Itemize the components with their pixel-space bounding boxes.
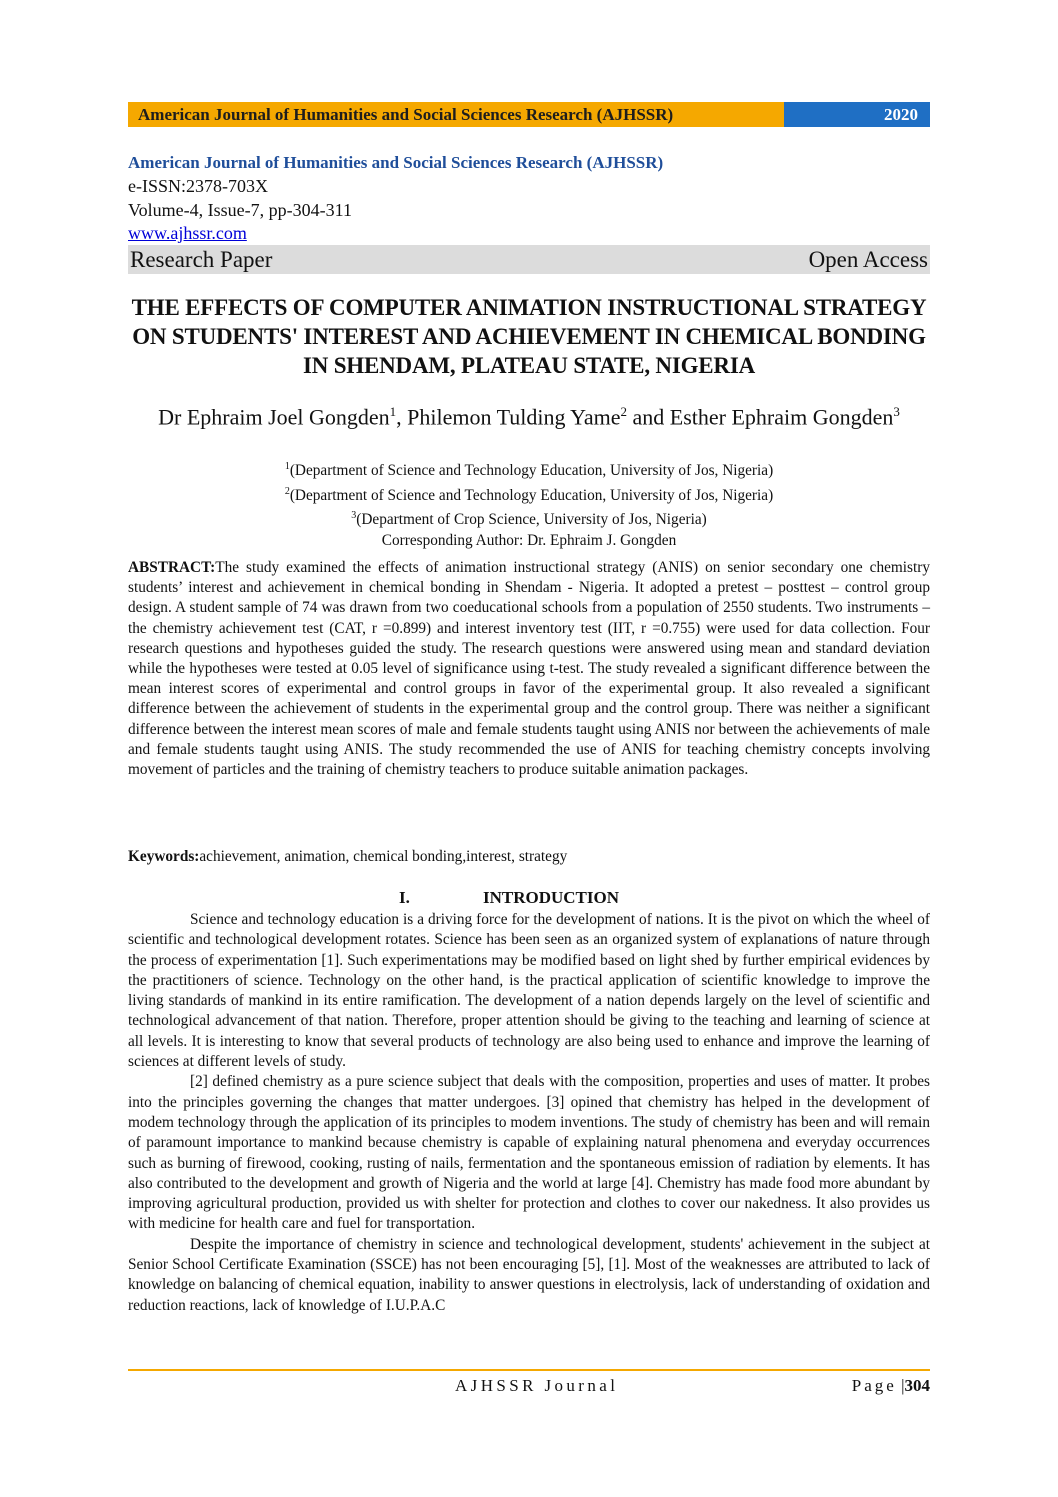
corresponding-author: Corresponding Author: Dr. Ephraim J. Gongden	[381, 531, 677, 549]
paragraph: Science and technology education is a driving force for the development of nations. It is the pivot on which the wheel of scientific and technological development rotates. Science has been seen as an organized system of explanations of nature through the process of experimentation [1]. Such experimentations may be modified based on light shed by further empirical evidences by the practitioners of science. Technology on the other hand, is the practical application of scientific knowledge to improve the living standards of mankind in its entire ramification. The development of a nation depends largely on the level of scientific and technological advancement of that nation. Therefore, proper attention should be giving to the teaching and learning of science at all levels. It is interesting to know that several products of technology are also being used to enhance and improve the learning of sciences at different levels of study.	[128, 911, 930, 1071]
affiliation-superscript: 1	[284, 461, 290, 472]
abstract	[128, 558, 930, 780]
footer-journal: AJHSSR Journal	[455, 1376, 619, 1395]
footer-rule	[128, 1369, 930, 1371]
author-name: Dr Ephraim Joel Gongden	[158, 404, 390, 430]
keywords-text: achievement, animation, chemical bonding,interest, strategy	[199, 848, 568, 865]
access-type: Open Access	[808, 246, 928, 272]
author-superscript: 2	[620, 404, 628, 419]
affiliation-superscript: 3	[351, 510, 357, 522]
affiliation-line	[128, 457, 930, 482]
masthead-journal-name: American Journal of Humanities and Social Sciences Research (AJHSSR)	[128, 153, 664, 172]
paragraph: Despite the importance of chemistry in science and technological development, students' achievement in the subject at Senior School Certificate Examination (SSCE) has not been encouraging [5], [1]. Most of the weaknesses are attributed to lack of knowledge on balancing of chemical equation, inability to answer questions in electrolysis, lack of understanding of oxidation and reduction reactions, lack of knowledge of I.U.P.A.C	[128, 1235, 930, 1314]
header-year: 2020	[784, 102, 930, 127]
issn-label: e-ISSN:	[128, 176, 186, 196]
affiliation-text: (Department of Science and Technology Education, University of Jos, Nigeria)	[289, 486, 774, 504]
author-separator: and	[627, 404, 670, 430]
section-title: INTRODUCTION	[483, 888, 620, 907]
paper-title: THE EFFECTS OF COMPUTER ANIMATION INSTRUCTIONAL STRATEGY ON STUDENTS' INTEREST AND ACHIEVEMENT IN CHEMICAL BONDING IN SHENDAM, PLATEAU STATE, NIGERIA	[131, 295, 927, 378]
masthead	[128, 152, 930, 274]
paper-type-bar	[128, 245, 930, 274]
website-link[interactable]: www.ajhssr.com	[128, 223, 247, 243]
affiliations	[128, 457, 930, 551]
abstract-text: The study examined the effects of animation instructional strategy (ANIS) on senior secondary one chemistry students’ interest and achievement in chemical bonding in Shendam - Nigeria. It adopted a pretest – posttest – control group design. A student sample of 74 was drawn from two coeducational schools from a population of 2550 students. Two instruments – the chemistry achievement test (CAT, r =0.899) and interest inventory test (IIT, r =0.755) were used for data collection. Four research questions and hypotheses guided the study. The research questions were answered using mean and standard deviation while the hypotheses were tested at 0.05 level of significance using t-test. The study revealed a significant difference between the mean interest scores of experimental and control groups in favor of the experimental group. It also revealed a significant difference between the achievement of students in the experimental group and the control group. There was neither a significant difference between the interest mean scores of male and female students taught using ANIS nor between the achievements of male and female students taught using ANIS. The study recommended the use of ANIS for teaching chemistry concepts involving movement of particles and the training of chemistry teachers to produce suitable animation packages.	[128, 559, 930, 779]
affiliation-superscript: 2	[284, 485, 290, 497]
page-label: Page	[851, 1376, 897, 1395]
author-superscript: 1	[389, 404, 397, 419]
keywords	[128, 847, 930, 867]
affiliation-line	[128, 506, 930, 531]
affiliation-text: (Department of Science and Technology Education, University of Jos, Nigeria)	[289, 462, 774, 480]
author-superscript: 3	[893, 404, 900, 419]
running-header	[128, 102, 930, 127]
paper-type: Research Paper	[130, 246, 273, 272]
section-number: I.	[399, 888, 410, 907]
issn-line	[128, 174, 930, 198]
affiliation-text: (Department of Crop Science, University of Jos, Nigeria)	[356, 511, 707, 529]
paragraph: [2] defined chemistry as a pure science subject that deals with the composition, properties and uses of matter. It probes into the principles governing the changes that matter undergoes. [3] opined that chemistry has helped in the development of modem technology through the application of its principles to modem inventions. The study of chemistry has been and will remain of paramount importance to mankind because chemistry is capable of explaining natural phenomena and everyday occurrences such as burning of firewood, cooking, rusting of nails, fermentation and the spontaneous emission of radiation by elements. It has also contributed to the development and growth of Nigeria and the world at large [4]. Chemistry has made food more abundant by improving agricultural production, provided us with shelter for protection and clothes to cover our nakedness. It also provides us with medicine for health care and fuel for transportation.	[128, 1073, 930, 1233]
author-name: Esther Ephraim Gongden	[669, 404, 894, 430]
page-number: 304	[904, 1376, 930, 1395]
affiliation-line	[128, 482, 930, 507]
author-separator: ,	[396, 404, 408, 430]
issn-value: 2378-703X	[186, 176, 268, 196]
footer-page	[852, 1376, 930, 1396]
keywords-label: Keywords:	[128, 848, 200, 865]
header-journal-name: American Journal of Humanities and Social Sciences Research (AJHSSR)	[128, 102, 784, 127]
abstract-label: ABSTRACT:	[128, 559, 216, 576]
page-separator: |	[901, 1376, 905, 1395]
author-name: Philemon Tulding Yame	[407, 404, 621, 430]
introduction-body	[128, 910, 930, 1316]
volume-line: Volume-4, Issue-7, pp-304-311	[128, 200, 352, 220]
author-list	[128, 397, 930, 431]
